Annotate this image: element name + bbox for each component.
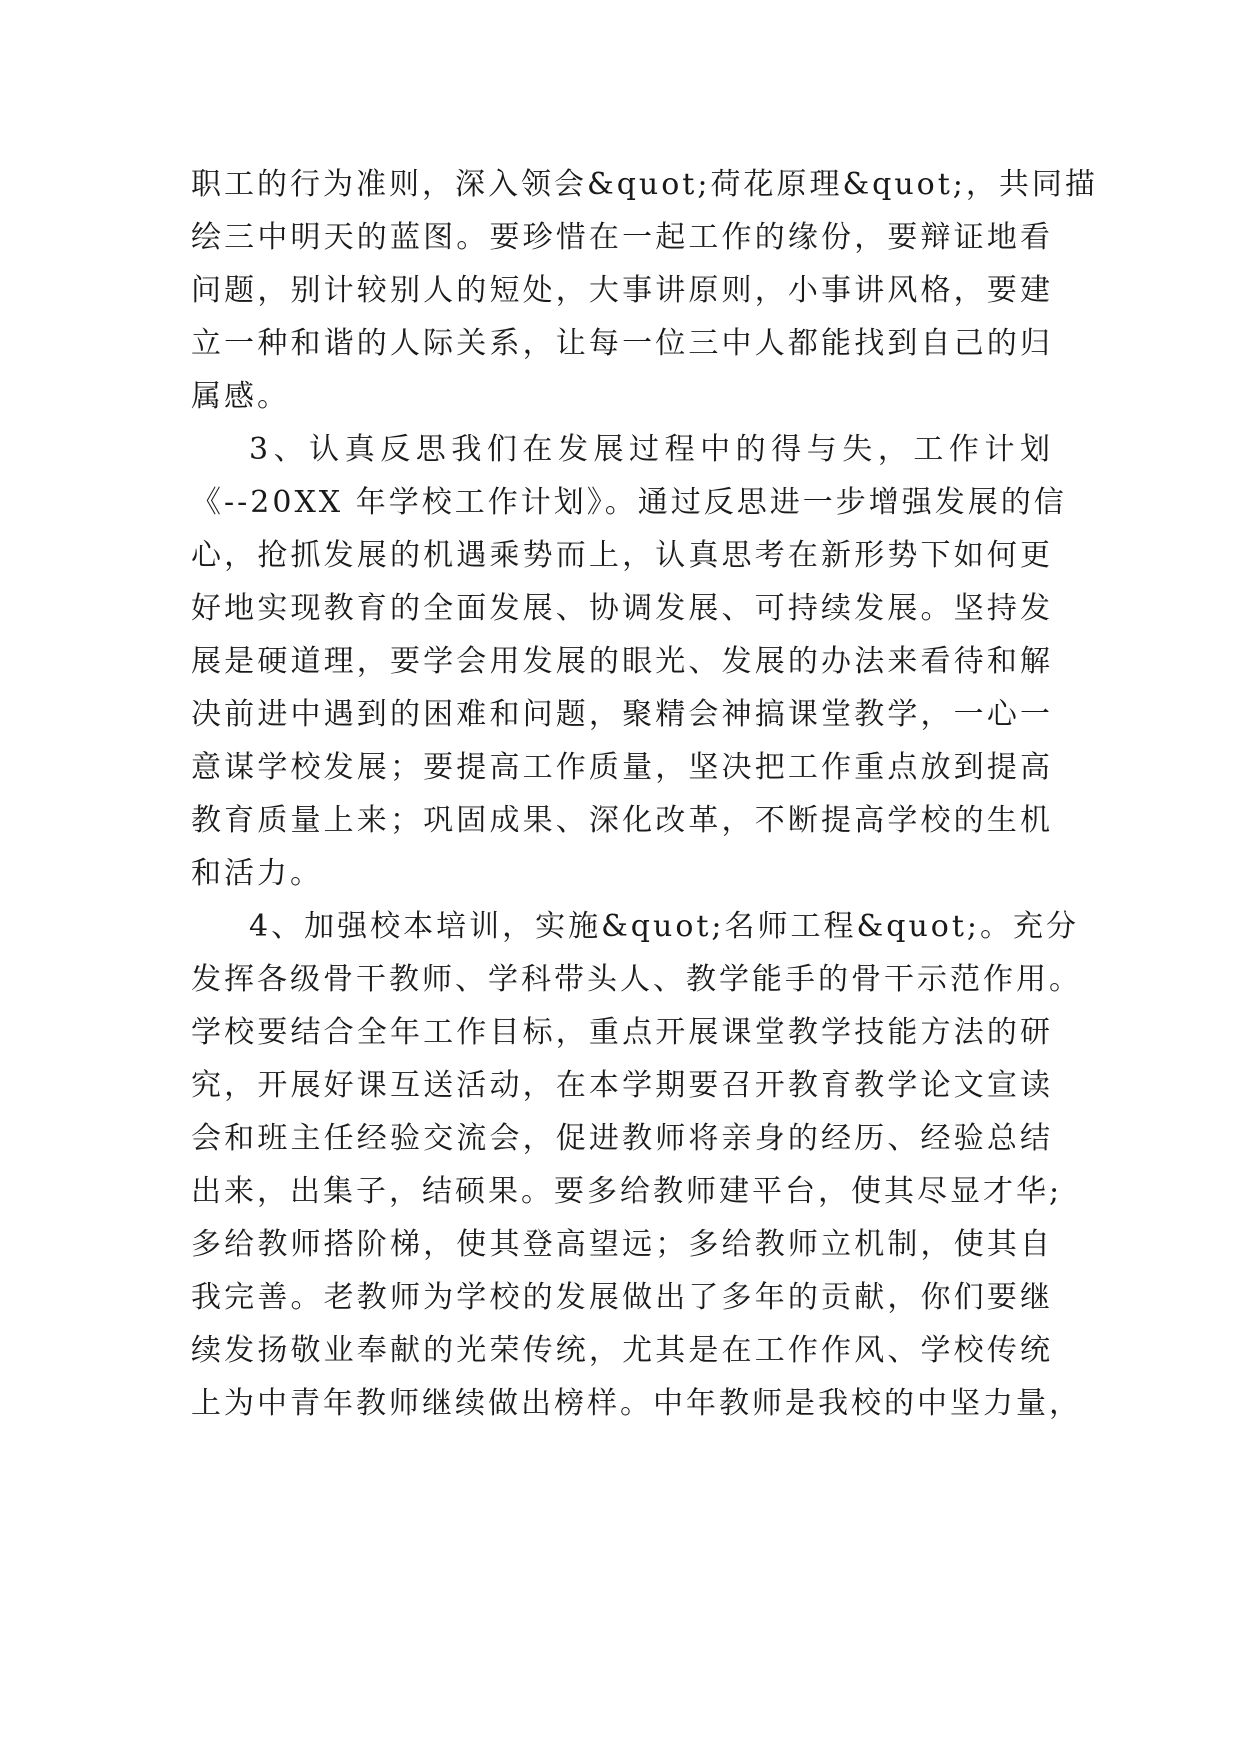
text-line: 学校要结合全年工作目标，重点开展课堂教学技能方法的研 <box>191 1015 1053 1050</box>
text-line: 《--20XX 年学校工作计划》。通过反思进一步增强发展的信 <box>191 485 1067 520</box>
text-line: 发挥各级骨干教师、学科带头人、教学能手的骨干示范作用。 <box>191 962 1082 997</box>
text-line: 4、加强校本培训，实施&quot;名师工程&quot;。充分 <box>249 909 1079 944</box>
text-line: 属感。 <box>191 379 290 414</box>
text-line: 职工的行为准则，深入领会&quot;荷花原理&quot;，共同描 <box>191 167 1098 202</box>
text-line: 展是硬道理，要学会用发展的眼光、发展的办法来看待和解 <box>191 644 1053 679</box>
text-line: 决前进中遇到的困难和问题，聚精会神搞课堂教学，一心一 <box>191 697 1053 732</box>
text-line: 和活力。 <box>191 856 323 891</box>
text-line: 意谋学校发展；要提高工作质量，坚决把工作重点放到提高 <box>191 750 1053 785</box>
text-line: 出来，出集子，结硕果。要多给教师建平台，使其尽显才华; <box>191 1174 1063 1209</box>
text-line: 问题，别计较别人的短处，大事讲原则，小事讲风格，要建 <box>191 273 1053 308</box>
text-line: 会和班主任经验交流会，促进教师将亲身的经历、经验总结 <box>191 1121 1053 1156</box>
text-line: 究，开展好课互送活动，在本学期要召开教育教学论文宣读 <box>191 1068 1053 1103</box>
text-line: 多给教师搭阶梯，使其登高望远；多给教师立机制，使其自 <box>191 1227 1053 1262</box>
text-line: 我完善。老教师为学校的发展做出了多年的贡献，你们要继 <box>191 1280 1053 1315</box>
text-line: 上为中青年教师继续做出榜样。中年教师是我校的中坚力量， <box>191 1386 1082 1421</box>
document-body <box>191 158 1098 1430</box>
text-line: 续发扬敬业奉献的光荣传统，尤其是在工作作风、学校传统 <box>191 1333 1053 1368</box>
text-line: 立一种和谐的人际关系，让每一位三中人都能找到自己的归 <box>191 326 1053 361</box>
text-line: 好地实现教育的全面发展、协调发展、可持续发展。坚持发 <box>191 591 1053 626</box>
text-line: 绘三中明天的蓝图。要珍惜在一起工作的缘份，要辩证地看 <box>191 220 1053 255</box>
text-line: 3、认真反思我们在发展过程中的得与失，工作计划 <box>249 432 1053 467</box>
text-line: 教育质量上来；巩固成果、深化改革，不断提高学校的生机 <box>191 803 1053 838</box>
text-line: 心，抢抓发展的机遇乘势而上，认真思考在新形势下如何更 <box>191 538 1053 573</box>
